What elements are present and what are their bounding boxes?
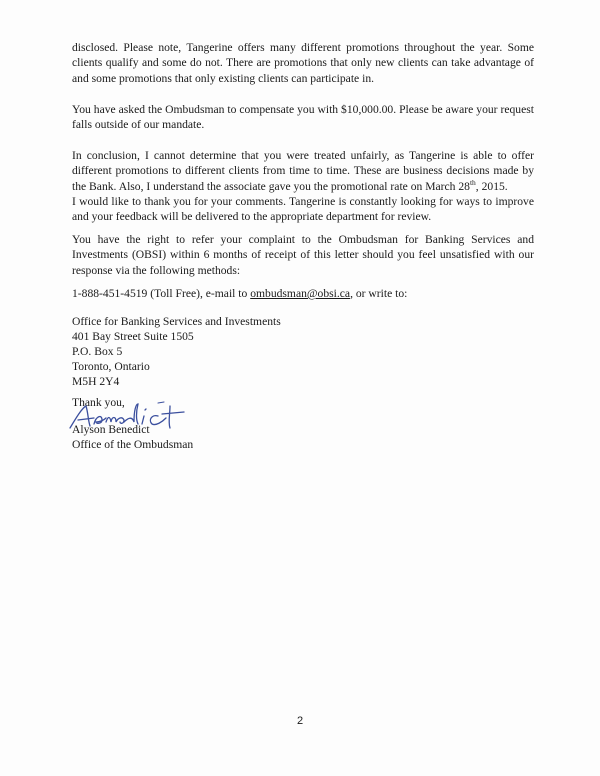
paragraph-compensation: You have asked the Ombudsman to compensate you with $10,000.00. Please be aware your request falls outside of our mandate. [72,103,534,132]
conclusion-date-end: , 2015. [475,179,508,193]
contact-line [72,286,407,301]
closing-salutation: Thank you, [72,396,125,409]
paragraph-thanks: I would like to thank you for your comments. Tangerine is constantly looking for ways to improve and your feedback will be delivered to the appropriate department for review. [72,195,534,224]
date-ordinal-suffix: th [469,177,476,187]
address-line-street: 401 Bay Street Suite 1505 [72,330,194,343]
address-line-postal-code: M5H 2Y4 [72,375,120,388]
paragraph-promotions: disclosed. Please note, Tangerine offers many different promotions throughout the year. Some clients qualify and some do not. There are promotions that only new clients can take advantage of and some promotions that only existing clients can participate in. [72,41,534,85]
address-line-po-box: P.O. Box 5 [72,345,123,358]
page-number: 2 [296,715,304,727]
address-line-organization: Office for Banking Services and Investments [72,315,281,328]
signer-title: Office of the Ombudsman [72,438,194,451]
address-line-city: Toronto, Ontario [72,360,150,373]
paragraph-obsi-rights: You have the right to refer your complaint to the Ombudsman for Banking Services and Investments (OBSI) within 6 months of receipt of this letter should you feel unsatisfied with our response via the following methods: [72,233,534,277]
contact-phone: 1-888-451-4519 (Toll Free), e-mail to [72,287,251,300]
signer-name: Alyson Benedict [72,423,150,436]
ombudsman-email-link[interactable]: ombudsman@obsi.ca [250,287,351,300]
conclusion-text: In conclusion, I cannot determine that you were treated unfairly, as Tangerine is able to offer different promotions to different clients from time to time. These are business decisions made by the Bank. Also, I understand the associate gave you the promotional rate on March 28 [72,149,534,193]
contact-suffix: , or write to: [350,287,408,300]
paragraph-conclusion [72,148,534,194]
